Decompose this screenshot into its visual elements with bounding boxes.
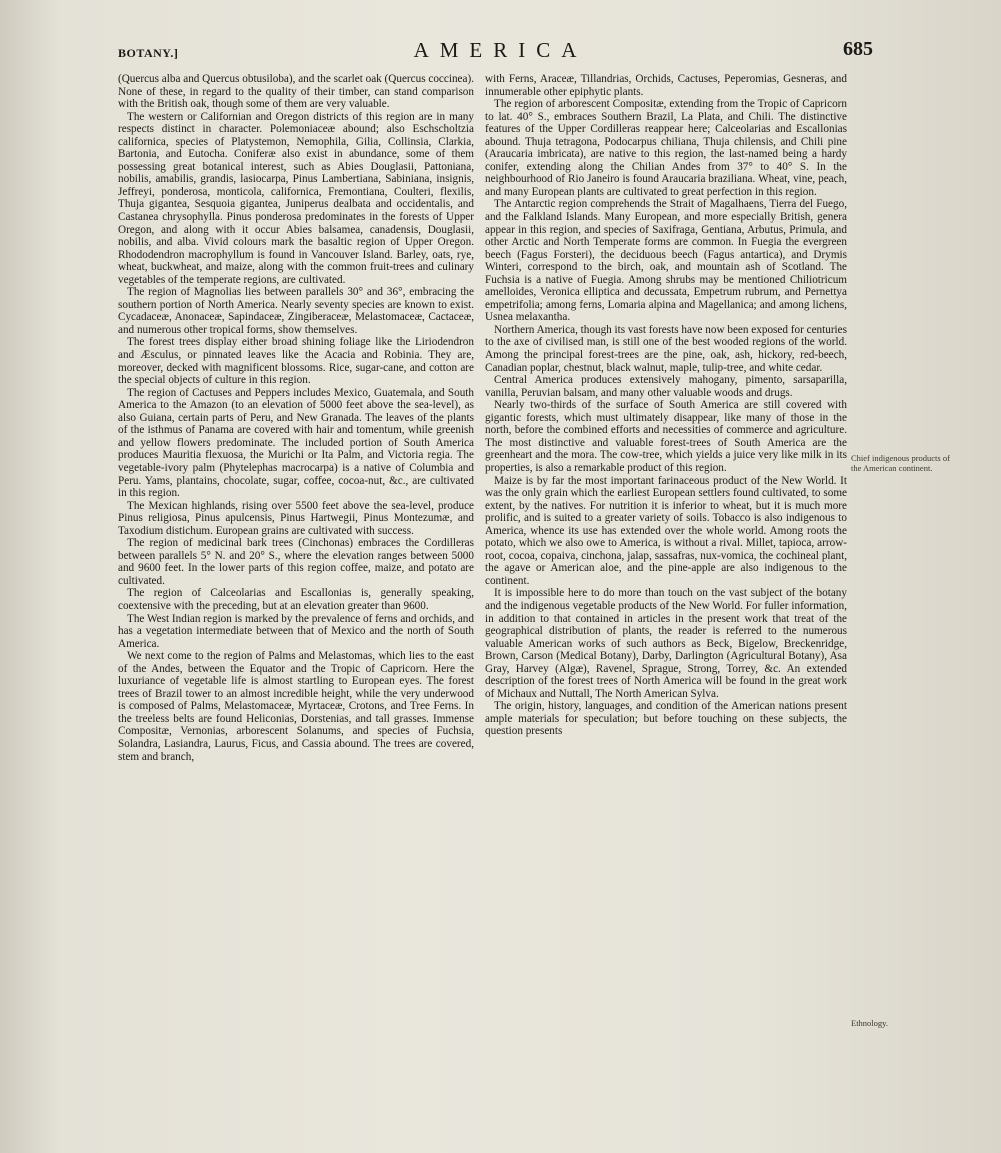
paragraph: The region of arborescent Compositæ, extending from the Tropic of Capricorn to lat. 40° S., embraces Southern Brazil, La Plata, and Chili. The distinctive features of the Upper Cordilleras reappear here; Calceolarias and Escallonias abound. Thuja tetragona, Podocarpus chiliana, Thuja chilensis, and Chili pine (Araucaria imbricata), are native to this region, the last-named being a hardy conifer, extending along the Chilian Andes from 37° to 40° S. In the neighbourhood of Rio Janeiro is found Araucaria braziliana. Wheat, vine, peach, and many European plants are cultivated to great perfection in this region. bbox=[485, 98, 847, 198]
paragraph: The western or Californian and Oregon districts of this region are in many respects distinct in character. Polemoniaceæ abound; also Eschscholtzia californica, species of Platystemon, Nemophila, Gilia, Collinsia, Clarkia, Bartonia, and Eutocha. Coniferæ also exist in abundance, some of them possessing great botanical interest, such as Abies Douglasii, Pattoniana, nobilis, amabilis, grandis, lasiocarpa, Pinus Lambertiana, Sabiniana, insignis, Jeffreyi, ponderosa, monticola, californica, Fremontiana, Coulteri, flexilis, Thuja gigantea, Sesquoia gigantea, Juniperus dealbata and occidentalis, and Castanea chrysophylla. Pinus ponderosa predominates in the forests of Upper Oregon, and along with it occur Abies balsamea, canadensis, Douglasii, nobilis, and alba. Vivid colours mark the basaltic region of Upper Oregon. Rhododendron macrophyllum is found in Vancouver Island. Barley, oats, rye, wheat, buckwheat, and maize, along with the common fruit-trees and culinary vegetables of the temperate regions, are cultivated. bbox=[118, 110, 474, 286]
running-head: BOTANY.] bbox=[118, 46, 179, 60]
paragraph: It is impossible here to do more than touch on the vast subject of the botany and the indigenous vegetable products of the New World. For fuller information, in addition to that contained in articles in the present work that treat of the geographical distribution of plants, the reader is referred to the numerous valuable American works of such authors as Beck, Bigelow, Breckenridge, Brown, Carson (Medical Botany), Darby, Darlington (Agricultural Botany), Asa Gray, Harvey (Algæ), Ravenel, Sprague, Strong, Torrey, &c. An extended description of the forest trees of North America will be found in the great work of Michaux and Nuttall, The North American Sylva. bbox=[485, 587, 847, 700]
paragraph: The region of Cactuses and Peppers includes Mexico, Guatemala, and South America to the Amazon (to an elevation of 5000 feet above the sea-level), as also Guiana, certain parts of Peru, and New Granada. The leaves of the plants of the isthmus of Panama are covered with hair and tomentum, while greenish and yellow flowers predominate. The included portion of South America produces Mauritia flexuosa, the Murichi or Ita Palm, and Victoria regia. The vegetable-ivory palm (Phytelephas macrocarpa) is a native of Columbia and Peru. Yams, plantains, chocolate, sugar, coffee, cocoa-nut, &c., are cultivated in this region. bbox=[118, 386, 474, 500]
paragraph: Central America produces extensively mahogany, pimento, sarsaparilla, vanilla, Peruvian balsam, and many other valuable woods and drugs. bbox=[485, 374, 847, 399]
paragraph: Nearly two-thirds of the surface of South America are still covered with gigantic forests, which must ultimately disappear, like many of those in the north, before the combined efforts and necessities of commerce and agriculture. The most distinctive and valuable forest-trees of South America are the greenheart and the mora. The cow-tree, which yields a juice very like milk in its properties, is also a remarkable product of this region. bbox=[485, 399, 847, 474]
paragraph: The origin, history, languages, and condition of the American nations present ample materials for speculation; but before touching on these subjects, the question presents bbox=[485, 700, 847, 738]
paragraph: The region of Magnolias lies between parallels 30° and 36°, embracing the southern portion of North America. Nearly seventy species are known to exist. Cycadaceæ, Anonaceæ, Sapindaceæ, Zingiberaceæ, Melastomaceæ, Cactaceæ, and numerous other tropical forms, show themselves. bbox=[118, 286, 474, 336]
margin-note-ethnology: Ethnology. bbox=[851, 1018, 888, 1028]
paragraph: Maize is by far the most important farinaceous product of the New World. It was the only grain which the earliest European settlers found cultivated, to some extent, by the natives. For nutrition it is inferior to wheat, but it is much more prolific, and is suited to a greater variety of soils. Tobacco is also indigenous to America, whence its use has extended over the whole world. Among roots the potato, which we also owe to America, is without a rival. Millet, tapioca, arrow-root, cocoa, copaiva, cinchona, jalap, sassafras, nux-vomica, the cochineal plant, the agave or American aloe, and the pine-apple are also indigenous to the continent. bbox=[485, 474, 847, 587]
page-header bbox=[0, 38, 1001, 68]
paragraph: The West Indian region is marked by the prevalence of ferns and orchids, and has a vegetation intermediate between that of Mexico and the north of South America. bbox=[118, 612, 474, 650]
paragraph: The region of Calceolarias and Escallonias is, generally speaking, coextensive with the preceding, but at an elevation greater than 9600. bbox=[118, 587, 474, 612]
margin-note-products: Chief indigenous products of the American continent. bbox=[851, 453, 950, 473]
left-text-column bbox=[118, 73, 474, 1108]
paragraph: The region of medicinal bark trees (Cinchonas) embraces the Cordilleras between parallels 5° N. and 20° S., where the elevation ranges between 5000 and 9600 feet. In the lower parts of this region coffee, maize, and potato are cultivated. bbox=[118, 537, 474, 587]
right-text-column bbox=[485, 73, 847, 1103]
paragraph: with Ferns, Araceæ, Tillandrias, Orchids, Cactuses, Peperomias, Gesneras, and innumerable other epiphytic plants. bbox=[485, 73, 847, 98]
paragraph: (Quercus alba and Quercus obtusiloba), and the scarlet oak (Quercus coccinea). None of these, in regard to the quality of their timber, can stand comparison with the British oak, though some of them are very valuable. bbox=[118, 73, 474, 111]
paragraph: We next come to the region of Palms and Melastomas, which lies to the east of the Andes, between the Equator and the Tropic of Capricorn. Here the luxuriance of vegetable life is almost startling to European eyes. The forest trees of Brazil tower to an almost incredible height, while the very underwood is composed of Palms, Melastomaceæ, Myrtaceæ, Crotons, and Tree Ferns. In the treeless belts are found Heliconias, Dorstenias, and tall grasses. Immense Compositæ, Vernonias, arborescent Solanums, and species of Fuchsia, Solandra, Lasiandra, Laurus, Ficus, and Cassia abound. The trees are covered, stem and branch, bbox=[118, 650, 474, 763]
paragraph: The Antarctic region comprehends the Strait of Magalhaens, Tierra del Fuego, and the Falkland Islands. Many European, and more especially British, genera appear in this region, and species of Saxifraga, Gentiana, Arbutus, Primula, and other Arctic and North Temperate forms are common. In Fuegia the evergreen beech (Fagus Forsteri), the deciduous beech (Fagus antartica), and Drymis Winteri, correspond to the birch, oak, and mountain ash of Scotland. The Fuchsia is a native of Fuegia. Among shrubs may be mentioned Chiliotricum amelloides, Veronica elliptica and decussata, Empetrum rubrum, and Pernettya empetrifolia; among ferns, Lomaria alpina and Magellanica; and among lichens, Usnea melaxantha. bbox=[485, 198, 847, 324]
paragraph: The Mexican highlands, rising over 5500 feet above the sea-level, produce Pinus religiosa, Pinus apulcensis, Pinus Hartwegii, Pinus Montezumæ, and Taxodium distichum. European grains are cultivated with success. bbox=[118, 499, 474, 537]
page-number: 685 bbox=[843, 38, 873, 60]
page-title: AMERICA bbox=[413, 38, 588, 62]
paragraph: Northern America, though its vast forests have now been exposed for centuries to the axe of civilised man, is still one of the best wooded regions of the world. Among the principal forest-trees are the pine, oak, ash, hickory, red-beech, Canadian poplar, chestnut, black walnut, maple, tulip-tree, and white cedar. bbox=[485, 323, 847, 374]
paragraph: The forest trees display either broad shining foliage like the Liriodendron and Æsculus, or pinnated leaves like the Acacia and Robinia. They are, moreover, decked with magnificent blossoms. Rice, sugar-cane, and cotton are the special objects of culture in this region. bbox=[118, 336, 474, 387]
